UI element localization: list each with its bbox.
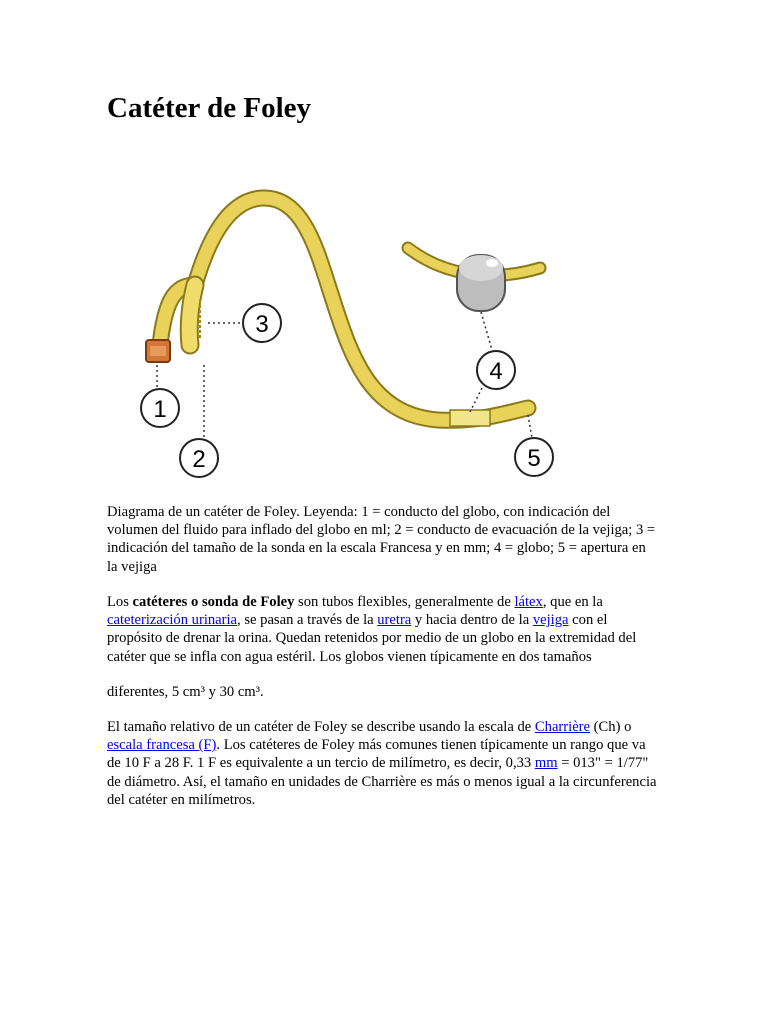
svg-text:1: 1 (153, 396, 167, 423)
link-mm[interactable]: mm (534, 755, 558, 772)
page-title: Catéter de Foley (107, 92, 311, 124)
svg-text:3: 3 (255, 311, 269, 338)
callout-3 (243, 304, 281, 342)
link-charriere[interactable]: Charrière (534, 719, 591, 735)
callout-1 (141, 389, 179, 427)
svg-text:5: 5 (527, 445, 541, 472)
link-vejiga[interactable]: vejiga (532, 612, 569, 629)
svg-text:2: 2 (192, 446, 206, 473)
callout-2 (180, 439, 218, 477)
callout-4 (477, 351, 515, 389)
diagram-caption: Diagrama de un catéter de Foley. Leyenda: 1 = conducto del globo, con indicación del volumen del fluido para inflado del globo en ml; 2 = conducto de evacuación de la vejiga; 3 = indicación del tamaño de la sonda en la escala Francesa y en mm; 4 = globo; 5 = apertura en la vejiga (107, 504, 656, 575)
paragraph-scale: El tamaño relativo de un catéter de Foley se describe usando la escala de Charrière (Ch) o escala francesa (F). Los catéteres de Foley más comunes tienen típicamente un rango que va de 10 F a 28 F. 1 F es equivalente a un tercio de milímetro, es decir, 0,33 mm = 013" = 1/77" de diámetro. Así, el tamaño en unidades de Charrière es más o menos igual a la circunferencia del catéter en milímetros. (107, 719, 657, 808)
link-latex[interactable]: látex (514, 594, 543, 610)
paragraph-sizes: diferentes, 5 cm³ y 30 cm³. (107, 684, 264, 700)
foley-catheter-diagram (128, 182, 568, 482)
link-escala-francesa[interactable]: escala francesa (F) (107, 737, 217, 754)
link-cateterizacion-urinaria[interactable]: cateterización urinaria (107, 612, 238, 629)
link-uretra[interactable]: uretra (377, 612, 412, 629)
svg-text:4: 4 (489, 358, 503, 385)
callout-5 (515, 438, 553, 476)
paragraph-intro: Los catéteres o sonda de Foley son tubos flexibles, generalmente de látex, que en la cateterización urinaria, se pasan a través de la uretra y hacia dentro de la vejiga con el propósito de drenar la orina. Quedan retenidos por medio de un globo en la extremidad del catéter que se infla con agua estéril. Los globos vienen típicamente en dos tamaños (107, 594, 637, 665)
bold-term: catéteres o sonda de Foley (132, 594, 295, 610)
